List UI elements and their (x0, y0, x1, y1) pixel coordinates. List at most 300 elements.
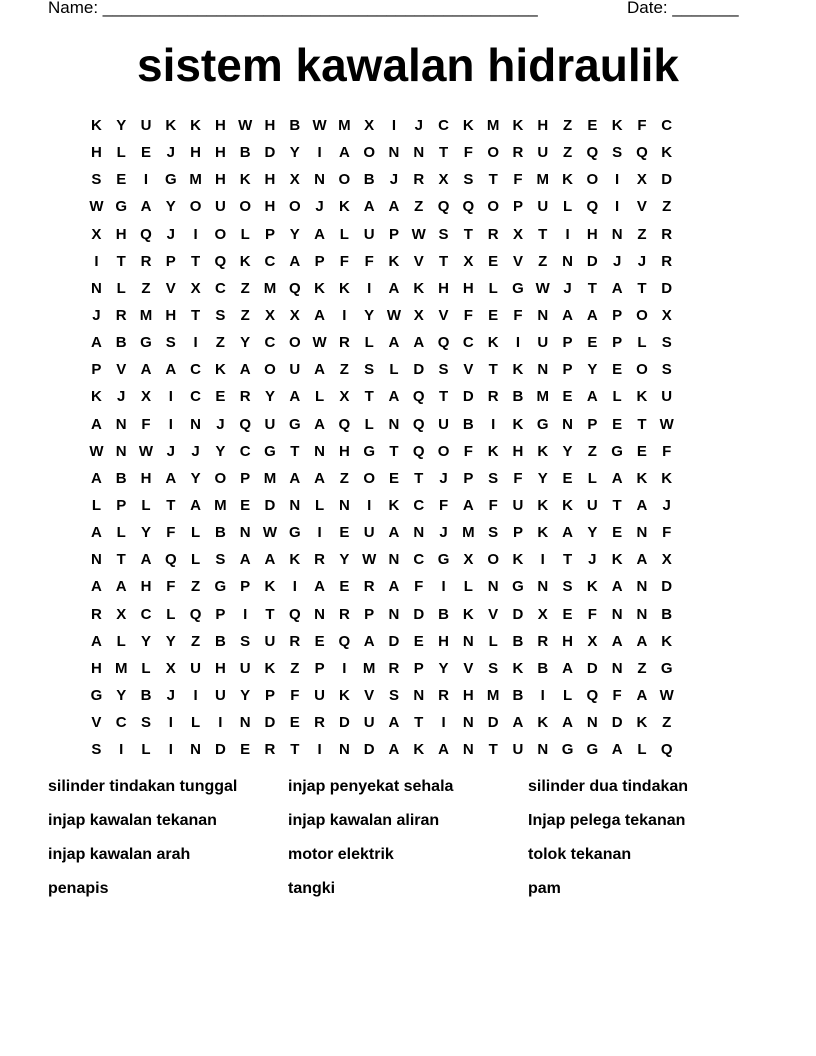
grid-letter: N (388, 144, 400, 162)
grid-letter: O (214, 225, 227, 243)
grid-letter: F (612, 687, 622, 705)
grid-letter: T (116, 252, 126, 270)
grid-letter: N (388, 415, 400, 433)
grid-letter: G (660, 659, 673, 677)
grid-letter: Y (165, 198, 176, 216)
grid-letter: D (512, 605, 524, 623)
grid-letter: N (462, 714, 474, 732)
grid-letter: P (264, 687, 275, 705)
grid-letter: R (512, 144, 524, 162)
grid-letter: J (166, 442, 175, 460)
grid-letter: Y (140, 632, 151, 650)
grid-letter: N (586, 714, 598, 732)
grid-row (84, 628, 679, 655)
grid-letter: J (637, 252, 647, 270)
grid-letter: P (264, 225, 275, 243)
grid-letter: G (512, 578, 524, 596)
grid-letter: Y (562, 442, 573, 460)
grid-letter: D (413, 605, 425, 623)
grid-letter: I (540, 687, 545, 705)
grid-letter: H (264, 117, 276, 135)
grid-letter: O (288, 334, 301, 352)
grid-letter: H (140, 469, 152, 487)
grid-letter: E (413, 632, 424, 650)
grid-letter: I (193, 225, 198, 243)
grid-letter: Z (562, 117, 573, 135)
grid-letter: V (463, 361, 474, 379)
grid-letter: B (115, 469, 127, 487)
grid-letter: I (317, 144, 322, 162)
grid-letter: T (265, 605, 275, 623)
grid-letter: U (363, 714, 375, 732)
grid-letter: U (214, 198, 226, 216)
grid-letter: W (262, 524, 278, 542)
grid-letter: C (190, 388, 201, 406)
grid-letter: U (586, 497, 598, 515)
grid-letter: F (463, 144, 473, 162)
name-field-label: Name: ______________________________________________ (48, 0, 538, 17)
grid-letter: L (587, 469, 597, 487)
grid-letter: A (636, 632, 648, 650)
grid-letter: O (363, 469, 375, 487)
grid-letter: U (289, 361, 301, 379)
grid-letter: A (363, 198, 375, 216)
grid-letter: E (612, 524, 623, 542)
word-list (48, 776, 768, 900)
grid-letter: N (537, 361, 549, 379)
grid-letter: M (486, 117, 500, 135)
grid-letter: H (214, 171, 226, 189)
grid-letter: Z (587, 442, 597, 460)
puzzle-title: sistem kawalan hidraulik (136, 39, 679, 91)
grid-letter: H (438, 632, 449, 650)
grid-letter: J (191, 442, 200, 460)
grid-letter: J (414, 117, 423, 135)
grid-letter: M (189, 171, 202, 189)
grid-letter: R (438, 687, 449, 705)
grid-letter: T (116, 551, 126, 569)
grid-letter: D (264, 144, 276, 162)
grid-letter: T (612, 497, 622, 515)
grid-letter: I (565, 225, 570, 243)
grid-letter: I (540, 551, 545, 569)
grid-letter: N (537, 741, 549, 759)
grid-letter: V (364, 687, 375, 705)
grid-letter: D (661, 171, 673, 189)
grid-letter: Q (412, 442, 425, 460)
grid-letter: T (290, 741, 300, 759)
grid-letter: K (537, 714, 549, 732)
grid-letter: F (364, 252, 374, 270)
grid-letter: N (462, 632, 474, 650)
grid-letter: O (214, 469, 227, 487)
grid-letter: R (264, 741, 276, 759)
grid-letter: C (264, 252, 276, 270)
grid-letter: O (487, 198, 499, 216)
grid-letter: N (562, 252, 573, 270)
word-list-item: motor elektrik (288, 846, 394, 863)
grid-letter: J (563, 279, 572, 297)
grid-letter: A (289, 469, 301, 487)
grid-letter: H (586, 225, 598, 243)
grid-letter: S (562, 578, 573, 596)
grid-letter: N (537, 578, 549, 596)
grid-letter: B (462, 415, 474, 433)
grid-row (84, 573, 679, 600)
grid-letter: Y (587, 524, 598, 542)
grid-letter: X (438, 171, 449, 189)
grid-letter: Q (586, 687, 599, 705)
grid-letter: K (462, 605, 474, 623)
grid-letter: A (314, 307, 325, 325)
grid-letter: Y (165, 632, 176, 650)
grid-letter: V (512, 252, 523, 270)
grid-letter: A (190, 497, 201, 515)
grid-letter: L (116, 632, 126, 650)
grid-letter: X (463, 551, 474, 569)
grid-letter: N (289, 497, 301, 515)
grid-letter: I (193, 687, 198, 705)
grid-letter: B (363, 171, 375, 189)
grid-letter: H (90, 144, 102, 162)
grid-letter: A (165, 361, 177, 379)
grid-letter: K (314, 279, 325, 297)
grid-letter: I (367, 279, 372, 297)
grid-letter: G (586, 741, 599, 759)
grid-letter: S (240, 632, 251, 650)
grid-letter: E (587, 334, 598, 352)
word-list-item: pam (528, 880, 561, 897)
grid-letter: A (314, 361, 325, 379)
grid-row (84, 221, 679, 248)
grid-letter: W (238, 117, 253, 135)
grid-letter: K (264, 659, 276, 677)
grid-letter: Y (289, 225, 300, 243)
grid-letter: L (191, 524, 201, 542)
grid-letter: N (413, 144, 425, 162)
grid-letter: H (264, 171, 276, 189)
grid-letter: P (562, 334, 573, 352)
grid-letter: A (140, 198, 152, 216)
grid-letter: Q (412, 415, 425, 433)
grid-letter: E (587, 117, 598, 135)
grid-row (84, 356, 679, 383)
grid-letter: X (289, 171, 300, 189)
grid-letter: A (90, 578, 102, 596)
grid-letter: A (388, 198, 400, 216)
grid-letter: K (487, 334, 499, 352)
grid-letter: J (216, 415, 225, 433)
grid-letter: R (140, 252, 152, 270)
grid-letter: J (315, 198, 324, 216)
grid-letter: N (115, 442, 127, 460)
grid-letter: Z (662, 198, 672, 216)
grid-letter: K (562, 497, 573, 515)
grid-letter: R (338, 605, 350, 623)
grid-letter: Q (437, 334, 450, 352)
grid-letter: Y (215, 442, 226, 460)
grid-letter: J (588, 551, 597, 569)
grid-letter: E (339, 524, 350, 542)
grid-letter: S (488, 659, 499, 677)
grid-letter: X (289, 307, 300, 325)
grid-letter: T (488, 361, 498, 379)
grid-letter: U (140, 117, 152, 135)
grid-row (84, 112, 679, 139)
grid-letter: O (338, 171, 351, 189)
grid-row (84, 492, 679, 519)
grid-letter: Y (364, 307, 375, 325)
grid-letter: R (314, 714, 325, 732)
grid-letter: K (239, 252, 251, 270)
grid-letter: W (89, 198, 104, 216)
grid-letter: B (140, 687, 152, 705)
grid-letter: E (488, 252, 499, 270)
grid-letter: V (488, 605, 499, 623)
grid-letter: S (140, 714, 151, 732)
grid-letter: J (92, 307, 101, 325)
grid-letter: Z (240, 307, 250, 325)
grid-letter: K (661, 469, 673, 487)
word-search-grid (84, 112, 679, 763)
grid-letter: X (165, 659, 176, 677)
grid-letter: Z (191, 632, 201, 650)
grid-letter: B (214, 632, 226, 650)
grid-letter: O (487, 551, 499, 569)
grid-row (84, 193, 679, 220)
grid-letter: O (487, 144, 499, 162)
grid-letter: T (562, 551, 573, 569)
grid-letter: X (636, 171, 647, 189)
grid-letter: L (364, 415, 374, 433)
grid-letter: I (243, 605, 248, 623)
grid-letter: L (488, 279, 498, 297)
grid-letter: X (364, 117, 375, 135)
grid-letter: G (512, 279, 524, 297)
grid-letter: T (191, 307, 201, 325)
grid-row (84, 329, 679, 356)
grid-letter: U (537, 198, 549, 216)
grid-letter: P (512, 198, 523, 216)
grid-letter: S (661, 334, 672, 352)
grid-letter: P (512, 524, 523, 542)
grid-letter: R (487, 225, 499, 243)
grid-letter: F (513, 171, 523, 189)
grid-letter: D (661, 578, 673, 596)
grid-letter: F (587, 605, 597, 623)
grid-letter: I (441, 578, 446, 596)
grid-letter: P (314, 659, 325, 677)
grid-letter: F (662, 524, 672, 542)
grid-letter: F (637, 117, 647, 135)
grid-letter: K (190, 117, 201, 135)
grid-letter: K (586, 578, 598, 596)
grid-letter: N (338, 497, 350, 515)
grid-letter: I (515, 334, 521, 352)
grid-letter: B (512, 388, 524, 406)
grid-letter: A (314, 469, 325, 487)
grid-letter: Z (637, 225, 647, 243)
grid-letter: Y (537, 469, 548, 487)
grid-letter: T (438, 388, 449, 406)
grid-letter: H (562, 632, 573, 650)
grid-letter: N (413, 687, 425, 705)
grid-letter: K (537, 442, 549, 460)
grid-letter: U (264, 415, 276, 433)
grid-letter: A (239, 361, 251, 379)
grid-letter: P (240, 578, 251, 596)
grid-letter: Z (339, 361, 349, 379)
grid-letter: D (586, 659, 598, 677)
grid-letter: N (115, 415, 127, 433)
grid-letter: R (338, 334, 350, 352)
grid-letter: L (191, 714, 201, 732)
word-list-item: tolok tekanan (528, 846, 632, 863)
grid-letter: M (536, 171, 549, 189)
grid-letter: K (413, 741, 425, 759)
grid-letter: N (636, 524, 648, 542)
grid-letter: L (116, 279, 126, 297)
grid-letter: Y (339, 551, 350, 569)
grid-row (84, 709, 679, 736)
grid-letter: N (413, 524, 425, 542)
grid-letter: P (116, 497, 127, 515)
grid-letter: L (116, 524, 126, 542)
grid-letter: C (115, 714, 127, 732)
grid-letter: Q (164, 551, 177, 569)
grid-letter: W (659, 687, 674, 705)
grid-row (84, 166, 679, 193)
grid-letter: W (138, 442, 154, 460)
grid-letter: A (314, 225, 325, 243)
grid-letter: A (314, 578, 325, 596)
grid-letter: H (264, 198, 276, 216)
grid-letter: Z (562, 144, 573, 162)
grid-letter: W (362, 551, 377, 569)
grid-letter: A (586, 388, 598, 406)
grid-letter: A (388, 279, 400, 297)
grid-row (84, 655, 679, 682)
grid-letter: B (661, 605, 673, 623)
grid-letter: Q (288, 605, 301, 623)
grid-letter: T (488, 171, 498, 189)
grid-letter: G (264, 442, 276, 460)
grid-letter: Y (140, 524, 151, 542)
grid-letter: P (463, 469, 474, 487)
grid-letter: I (391, 117, 397, 135)
grid-letter: A (512, 714, 524, 732)
grid-letter: W (312, 334, 327, 352)
grid-letter: I (367, 497, 372, 515)
grid-letter: K (661, 144, 673, 162)
grid-letter: D (661, 279, 673, 297)
grid-letter: Y (240, 334, 251, 352)
grid-letter: P (587, 415, 598, 433)
grid-letter: U (661, 388, 673, 406)
grid-letter: S (488, 469, 499, 487)
grid-letter: N (388, 605, 400, 623)
grid-letter: C (413, 551, 425, 569)
grid-letter: K (338, 687, 350, 705)
grid-letter: G (288, 415, 301, 433)
grid-letter: W (535, 279, 550, 297)
grid-letter: H (462, 687, 474, 705)
grid-letter: A (388, 741, 400, 759)
grid-letter: K (214, 361, 226, 379)
grid-letter: S (215, 551, 226, 569)
grid-letter: E (488, 307, 499, 325)
grid-letter: A (289, 388, 301, 406)
grid-letter: P (562, 361, 573, 379)
grid-letter: C (140, 605, 152, 623)
grid-letter: H (190, 144, 201, 162)
grid-letter: Y (264, 388, 275, 406)
grid-letter: P (388, 225, 399, 243)
grid-letter: P (165, 252, 176, 270)
grid-letter: N (314, 605, 325, 623)
grid-letter: M (214, 497, 227, 515)
grid-letter: Y (116, 687, 127, 705)
grid-letter: D (611, 714, 623, 732)
grid-letter: K (562, 171, 573, 189)
grid-letter: A (562, 524, 573, 542)
grid-letter: M (114, 659, 128, 677)
grid-letter: T (290, 442, 300, 460)
grid-letter: V (438, 307, 449, 325)
grid-letter: I (168, 741, 173, 759)
grid-letter: K (636, 469, 648, 487)
grid-letter: N (314, 171, 325, 189)
grid-letter: Z (662, 714, 672, 732)
grid-letter: J (439, 524, 448, 542)
grid-letter: W (386, 307, 402, 325)
grid-letter: U (363, 524, 375, 542)
grid-letter: M (139, 307, 153, 325)
grid-letter: Z (339, 469, 349, 487)
grid-letter: R (289, 632, 301, 650)
grid-letter: B (214, 524, 226, 542)
grid-letter: J (612, 252, 622, 270)
grid-letter: A (90, 334, 102, 352)
grid-letter: I (615, 198, 620, 216)
grid-letter: K (487, 442, 499, 460)
grid-letter: A (140, 361, 152, 379)
grid-letter: A (462, 497, 474, 515)
grid-letter: U (190, 659, 201, 677)
grid-letter: F (513, 469, 523, 487)
grid-letter: L (488, 632, 498, 650)
grid-letter: J (166, 225, 175, 243)
grid-letter: K (388, 497, 400, 515)
grid-letter: I (119, 741, 124, 759)
grid-letter: Y (289, 144, 300, 162)
grid-letter: L (141, 659, 151, 677)
grid-letter: K (462, 117, 474, 135)
grid-letter: N (537, 307, 549, 325)
grid-letter: E (562, 388, 573, 406)
grid-row (84, 682, 679, 709)
grid-letter: Q (462, 198, 475, 216)
grid-letter: R (537, 632, 549, 650)
grid-letter: U (512, 741, 524, 759)
grid-letter: D (462, 388, 474, 406)
grid-letter: B (289, 117, 301, 135)
grid-letter: E (215, 388, 226, 406)
grid-letter: I (168, 415, 173, 433)
grid-letter: H (214, 144, 226, 162)
grid-letter: L (141, 741, 151, 759)
grid-letter: D (413, 361, 425, 379)
